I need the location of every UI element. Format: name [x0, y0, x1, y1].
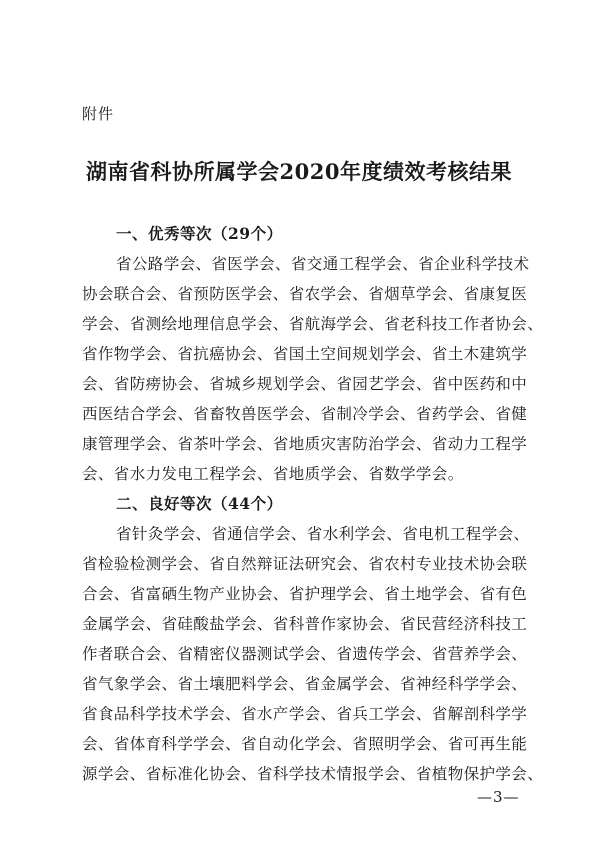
paragraph-line: 会、省防痨协会、省城乡规划学会、省园艺学会、省中医药和中	[82, 375, 528, 393]
page-number: —3—	[477, 788, 520, 806]
paragraph-line: 金属学会、省硅酸盐学会、省科普作家协会、省民营经济科技工	[82, 615, 528, 633]
paragraph-line: 学会、省测绘地理信息学会、省航海学会、省老科技工作者协会、	[82, 315, 544, 333]
paragraph-line: 康管理学会、省茶叶学会、省地质灾害防治学会、省动力工程学	[82, 435, 528, 453]
paragraph-line: 省公路学会、省医学会、省交通工程学会、省企业科学技术	[116, 255, 530, 273]
paragraph-line: 合会、省富硒生物产业协会、省护理学会、省土地学会、省有色	[82, 585, 528, 603]
paragraph-line: 省食品科学技术学会、省水产学会、省兵工学会、省解剖科学学	[82, 705, 528, 723]
paragraph-line: 省作物学会、省抗癌协会、省国土空间规划学会、省土木建筑学	[82, 345, 528, 363]
paragraph-line: 省针灸学会、省通信学会、省水利学会、省电机工程学会、	[116, 525, 530, 543]
paragraph-line: 源学会、省标准化协会、省科学技术情报学会、省植物保护学会、	[82, 765, 544, 783]
paragraph-line: 省检验检测学会、省自然辩证法研究会、省农村专业技术协会联	[82, 555, 528, 573]
document-title: 湖南省科协所属学会2020年度绩效考核结果	[86, 159, 512, 184]
paragraph-line: 协会联合会、省预防医学会、省农学会、省烟草学会、省康复医	[82, 285, 528, 303]
section-heading-good: 二、良好等次（44个）	[116, 494, 283, 513]
paragraph-line: 省气象学会、省土壤肥料学会、省金属学会、省神经科学学会、	[82, 675, 528, 693]
paragraph-line: 作者联合会、省精密仪器测试学会、省遗传学会、省营养学会、	[82, 645, 528, 663]
paragraph-line: 会、省体育科学学会、省自动化学会、省照明学会、省可再生能	[82, 735, 528, 753]
attachment-label: 附件	[82, 105, 115, 123]
section-heading-excellent: 一、优秀等次（29个）	[116, 224, 283, 243]
paragraph-line: 西医结合学会、省畜牧兽医学会、省制冷学会、省药学会、省健	[82, 405, 528, 423]
paragraph-line: 会、省水力发电工程学会、省地质学会、省数学学会。	[82, 465, 464, 483]
